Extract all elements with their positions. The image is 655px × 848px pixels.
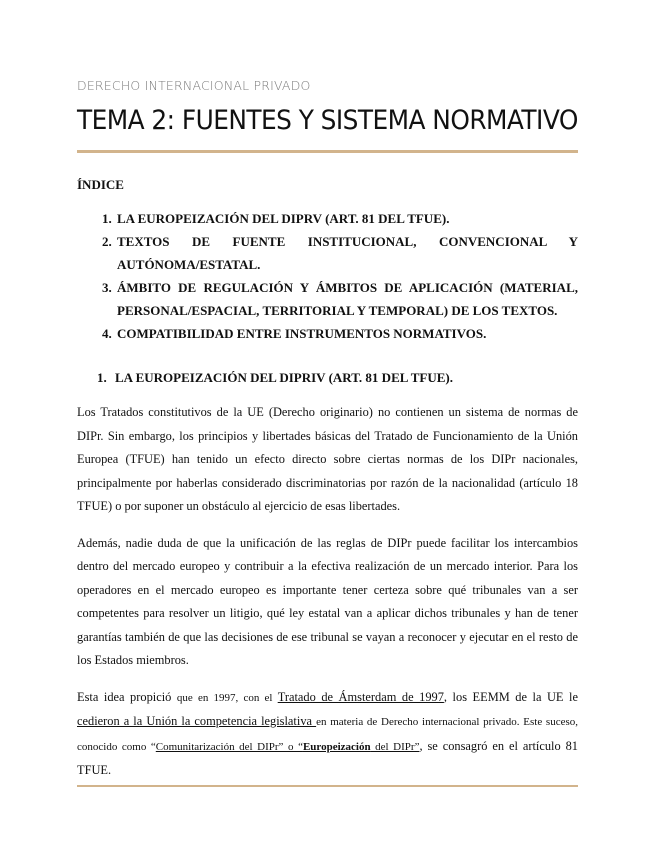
- index-item-1: 1. LA EUROPEIZACIÓN DEL DIPRV (ART. 81 DEL TFUE).: [115, 207, 578, 230]
- paragraph-3-text: , los EEMM de la UE le: [443, 689, 578, 704]
- footer-divider: [77, 785, 578, 787]
- page-title: TEMA 2: FUENTES Y SISTEMA NORMATIVO: [77, 105, 578, 136]
- course-subject: DERECHO INTERNACIONAL PRIVADO: [77, 78, 311, 93]
- section-heading-text: LA EUROPEIZACIÓN DEL DIPRIV (ART. 81 DEL TFUE).: [115, 370, 453, 385]
- index-heading: ÍNDICE: [77, 177, 124, 192]
- index-item-4: 4. COMPATIBILIDAD ENTRE INSTRUMENTOS NORMATIVOS.: [115, 322, 578, 345]
- link-europeizacion-dipr[interactable]: del DIPr”: [370, 740, 420, 753]
- link-competencia-legislativa[interactable]: cedieron a la Unión la competencia legislativa: [77, 714, 317, 728]
- paragraph-2: Además, nadie duda de que la unificación de las reglas de DIPr puede facilitar los intercambios dentro del mercado europeo y contribuir a la efectiva realización de un mercado interior. Para los operadores en el mercado europeo es importante tener certeza sobre qué tribunales van a ser competentes para resolver un litigio, qué ley estatal van a aplicar dichos tribunales y han de tener garantías también de que las decisiones de ese tribunal se vayan a reconocer y ejecutar en el resto de los Estados miembros.: [77, 535, 578, 667]
- header-divider: [77, 150, 578, 153]
- section-heading: [77, 370, 578, 386]
- paragraph-3: [77, 686, 578, 783]
- paragraph-3-text: Esta idea propició: [77, 689, 177, 704]
- paragraph-1: Los Tratados constitutivos de la UE (Derecho originario) no contienen un sistema de normas de DIPr. Sin embargo, los principios y libertades básicas del Tratado de Funcionamiento de la Unión Europea (TFUE) han tenido un efecto directo sobre ciertas normas de los DIPr nacionales, principalmente por haberlas considerado discriminatorias por razón de la nacionalidad (artículo 18 TFUE) o por suponer un obstáculo al ejercicio de esas libertades.: [77, 405, 578, 513]
- paragraph-3-text: , se consagró en el artículo 81 TFUE.: [77, 738, 578, 777]
- link-tratado-amsterdam[interactable]: Tratado de Ámsterdam de 1997: [277, 689, 444, 704]
- link-europeizacion[interactable]: Europeización: [302, 740, 371, 753]
- link-comunitarizacion[interactable]: Comunitarización del DIPr” o “: [155, 740, 303, 753]
- index-item-2: 2. TEXTOS DE FUENTE INSTITUCIONAL, CONVENCIONAL Y AUTÓNOMA/ESTATAL.: [115, 230, 578, 276]
- paragraph-3-text: en materia de Derecho internacional privado. Este suceso, conocido como “: [77, 716, 579, 753]
- section-number: 1.: [97, 370, 107, 385]
- paragraph-3-text: que en 1997, con el: [176, 691, 278, 704]
- index-list: [77, 207, 578, 345]
- index-item-3: 3. ÁMBITO DE REGULACIÓN Y ÁMBITOS DE APLICACIÓN (MATERIAL, PERSONAL/ESPACIAL, TERRITORIAL Y TEMPORAL) DE LOS TEXTOS.: [115, 276, 578, 322]
